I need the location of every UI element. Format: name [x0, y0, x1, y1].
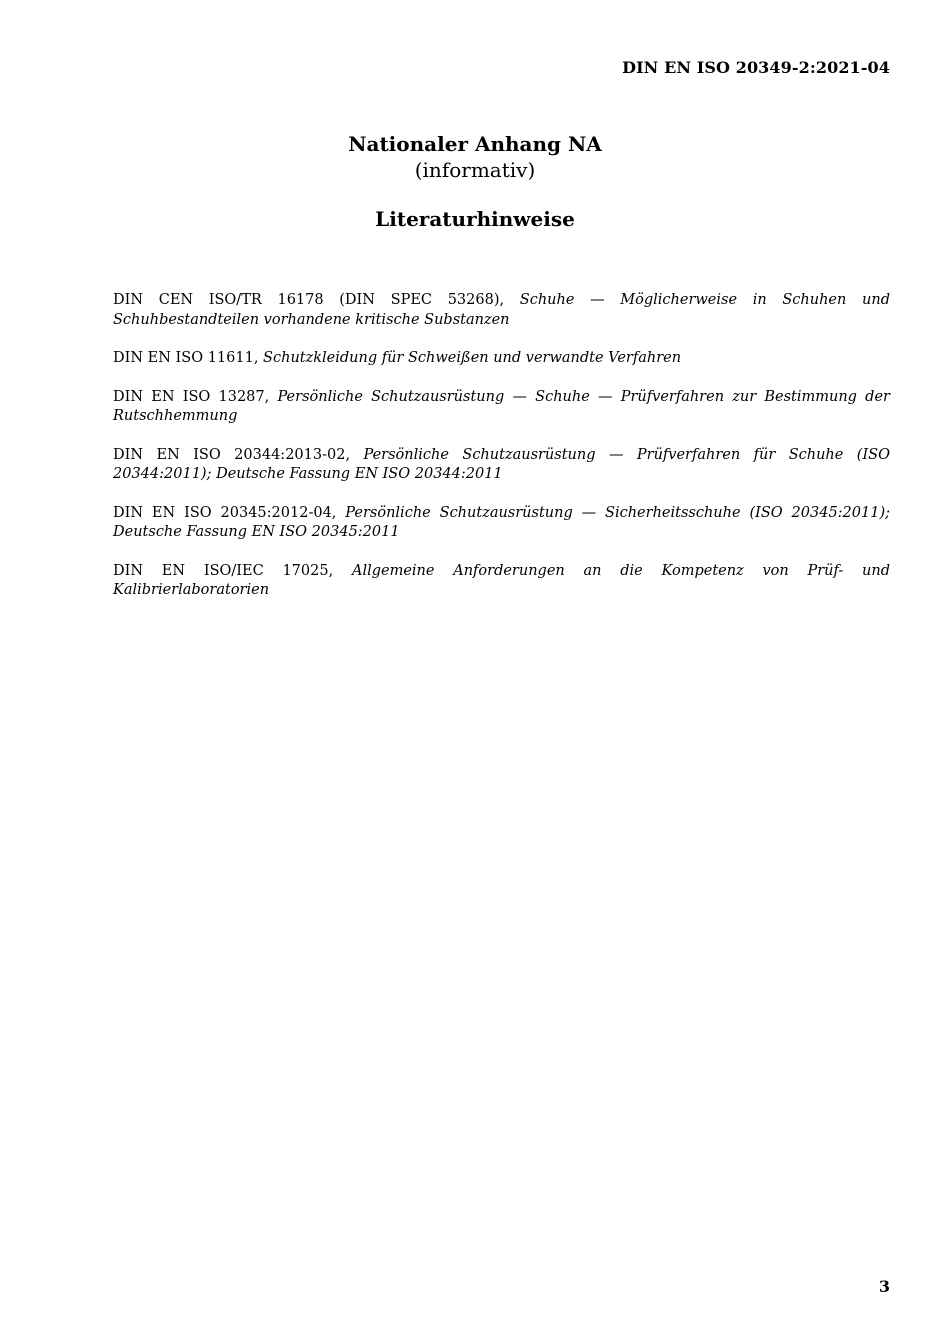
reference-title: Persönliche Schutzausrüstung — Prüfverfahren für Schuhe (ISO 20344:2011); Deutsche Fassung EN ISO 20344:2011: [113, 446, 890, 482]
reference-title: Persönliche Schutzausrüstung — Sicherheitsschuhe (ISO 20345:2011); Deutsche Fassung EN ISO 20345:2011: [113, 504, 890, 540]
section-title: Literaturhinweise: [375, 207, 575, 231]
annex-subtitle: (informativ): [414, 158, 536, 182]
reference-entry: [113, 562, 890, 601]
reference-entry: [113, 349, 890, 369]
reference-designation: DIN EN ISO 13287,: [113, 388, 278, 405]
reference-designation: DIN EN ISO 11611,: [113, 350, 264, 366]
reference-title: Schutzkleidung für Schweißen und verwandte Verfahren: [263, 350, 682, 366]
reference-list: [113, 291, 890, 620]
annex-title: Nationaler Anhang NA: [348, 132, 602, 156]
reference-title: Schuhe — Möglicherweise in Schuhen und Schuhbestandteilen vorhandene kritische Substanzen: [113, 292, 890, 328]
reference-entry: [113, 446, 890, 485]
reference-designation: DIN EN ISO 20344:2013-02,: [113, 446, 364, 463]
reference-entry: [113, 291, 890, 330]
annex-heading: [0, 131, 950, 183]
reference-entry: [113, 388, 890, 427]
page-number: 3: [878, 1277, 890, 1296]
reference-designation: DIN EN ISO/IEC 17025,: [113, 562, 352, 579]
document-id: DIN EN ISO 20349-2:2021-04: [622, 58, 890, 77]
reference-designation: DIN EN ISO 20345:2012-04,: [113, 504, 346, 521]
reference-designation: DIN CEN ISO/TR 16178 (DIN SPEC 53268),: [113, 292, 520, 308]
reference-entry: [113, 504, 890, 543]
reference-title: Allgemeine Anforderungen an die Kompetenz von Prüf- und Kalibrierlaboratorien: [113, 562, 890, 598]
reference-title: Persönliche Schutzausrüstung — Schuhe — Prüfverfahren zur Bestimmung der Rutschhemmung: [113, 388, 890, 424]
